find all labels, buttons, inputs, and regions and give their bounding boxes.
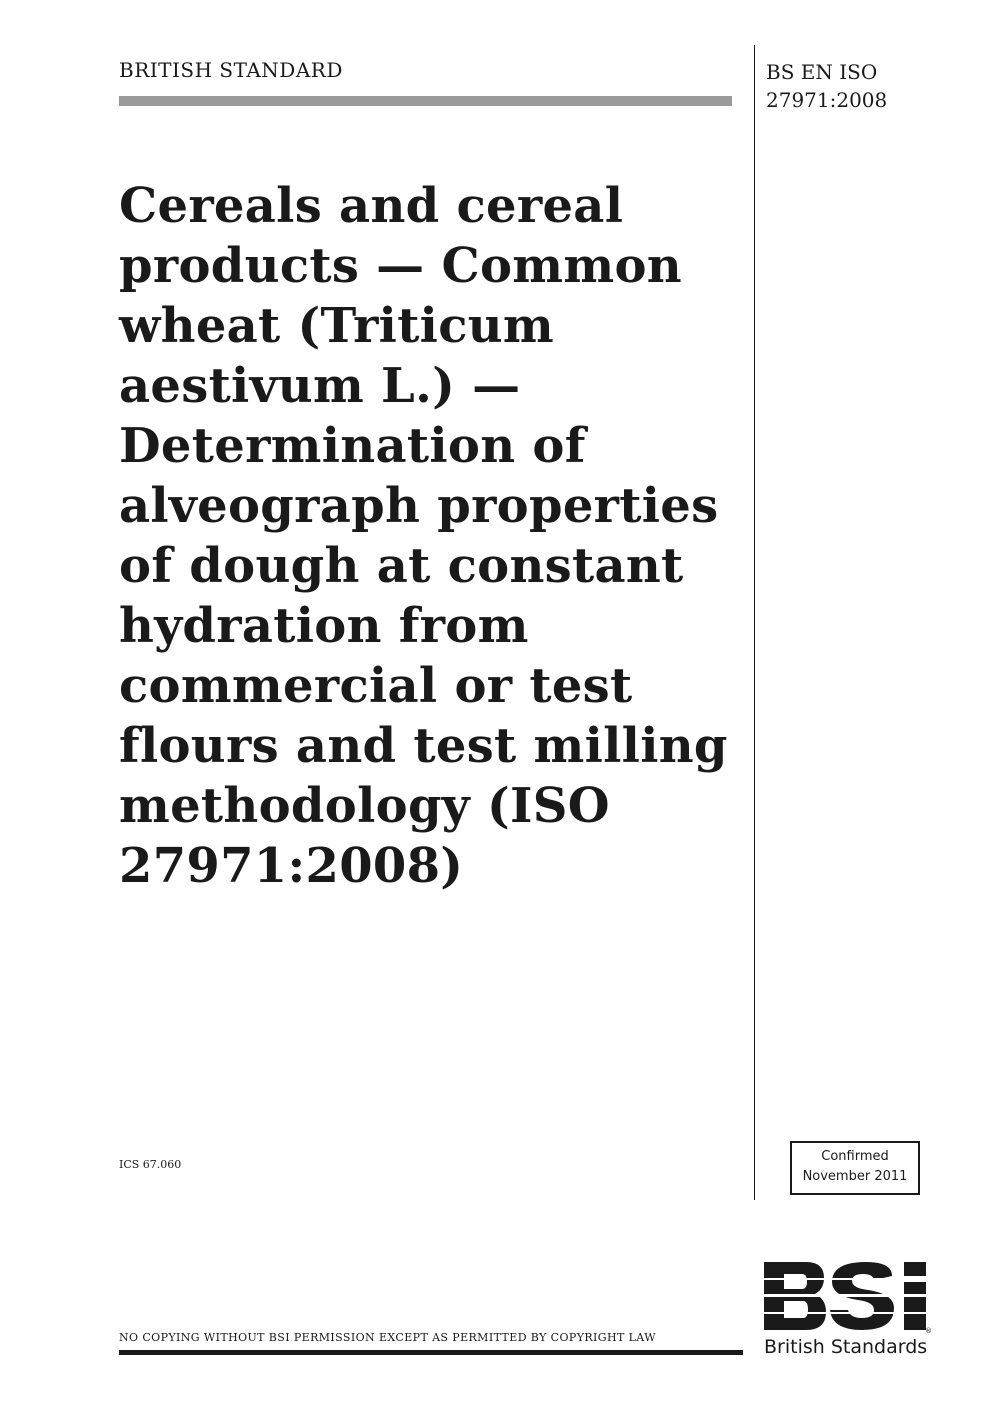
bsi-logo-caption: British Standards [764, 1336, 928, 1358]
title-line: 27971:2008) [119, 838, 464, 894]
confirmed-stamp [790, 1141, 920, 1195]
title-line: Determination of [119, 418, 586, 474]
title-line: alveograph properties [119, 478, 719, 534]
title-line: commercial or test [119, 658, 633, 714]
title-line: aestivum L.) — [119, 358, 521, 414]
document-title [119, 176, 744, 896]
title-line: of dough at constant [119, 538, 684, 594]
bsi-logo [762, 1258, 932, 1358]
series-label: BRITISH STANDARD [119, 58, 343, 82]
confirmed-date: November 2011 [802, 1169, 908, 1184]
document-number-line-1: BS EN ISO [766, 60, 878, 84]
document-number [766, 58, 887, 114]
ics-code: ICS 67.060 [119, 1158, 182, 1171]
title-line: Cereals and cereal [119, 178, 624, 234]
title-line: products — Common [119, 238, 682, 294]
title-line: flours and test milling [119, 718, 728, 774]
document-number-line-2: 27971:2008 [766, 88, 888, 112]
confirmed-label: Confirmed [821, 1149, 889, 1164]
title-line: wheat (Triticum [119, 298, 555, 354]
title-line: hydration from [119, 598, 529, 654]
copyright-notice: NO COPYING WITHOUT BSI PERMISSION EXCEPT AS PERMITTED BY COPYRIGHT LAW [119, 1331, 656, 1344]
header-bar [119, 96, 732, 106]
footer-rule [119, 1350, 743, 1355]
bsi-logo-mark [762, 1258, 932, 1334]
registered-symbol: ® [925, 1327, 932, 1334]
vertical-divider [754, 45, 755, 1200]
title-line: methodology (ISO [119, 778, 610, 834]
